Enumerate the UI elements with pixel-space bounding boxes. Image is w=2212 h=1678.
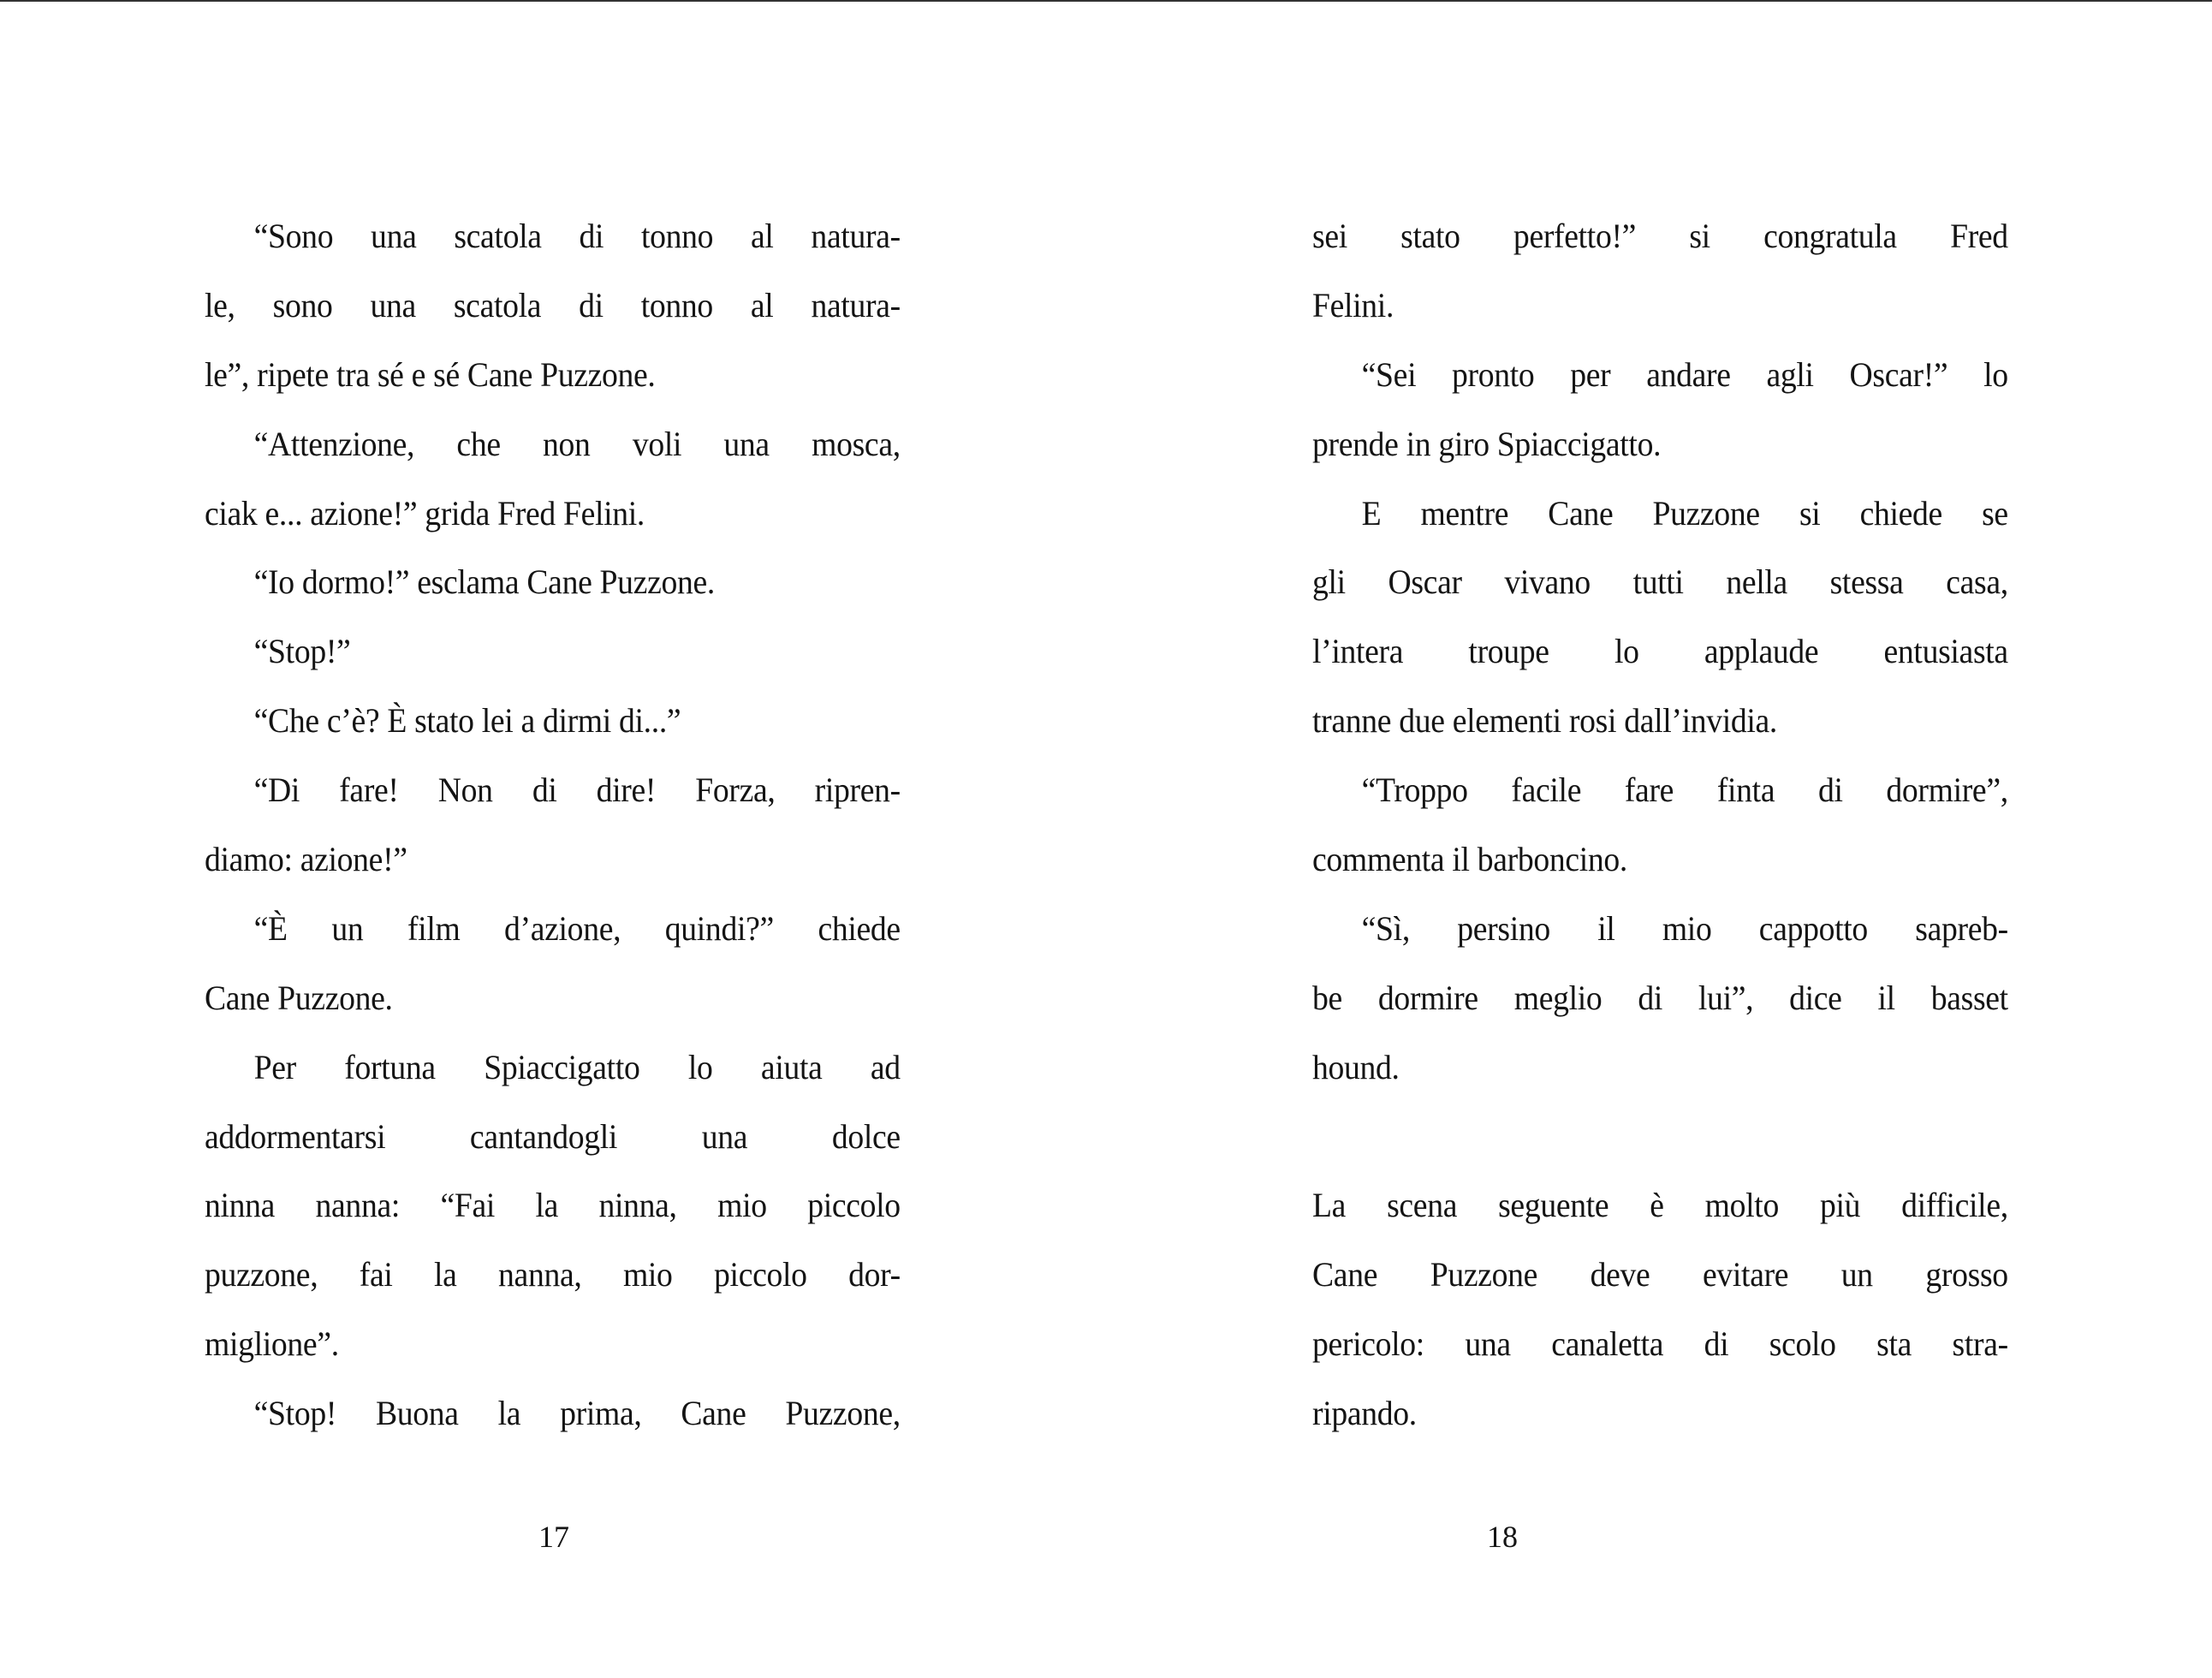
text-line: Cane Puzzone deve evitare un grosso	[1312, 1255, 2008, 1294]
text-line: addormentarsi cantandogli una dolce	[205, 1116, 901, 1156]
text-line: “Che c’è? È stato lei a dirmi di...”	[253, 701, 681, 741]
text-line: “Stop!”	[253, 632, 351, 671]
text-line: “Troppo facile fare finta di dormire”,	[1361, 771, 2008, 810]
text-line: Cane Puzzone.	[205, 978, 393, 1017]
text-line: tranne due elementi rosi dall’invidia.	[1312, 701, 1778, 741]
text-line: ripando.	[1312, 1394, 1417, 1433]
text-line: E mentre Cane Puzzone si chiede se	[1361, 493, 2008, 533]
text-line: Felini.	[1312, 285, 1394, 324]
right-page	[1106, 0, 2212, 1678]
left-page-text-column	[205, 202, 901, 1449]
text-line: prende in giro Spiaccigatto.	[1312, 424, 1662, 463]
text-line: diamo: azione!”	[205, 840, 407, 879]
text-line: ninna nanna: “Fai la ninna, mio piccolo	[205, 1186, 901, 1225]
text-line: le, sono una scatola di tonno al natura-	[205, 285, 901, 324]
scene-break	[1312, 1103, 2008, 1172]
text-line: le”, ripete tra sé e sé Cane Puzzone.	[205, 354, 656, 394]
text-line: “Attenzione, che non voli una mosca,	[253, 424, 901, 463]
page-number-left: 17	[538, 1520, 569, 1554]
text-line: hound.	[1312, 1047, 1400, 1086]
text-line: commenta il barboncino.	[1312, 840, 1628, 879]
text-line: be dormire meglio di lui”, dice il basset	[1312, 978, 2008, 1017]
text-line: “Di fare! Non di dire! Forza, ripren-	[253, 771, 901, 810]
text-line: Per fortuna Spiaccigatto lo aiuta ad	[253, 1047, 901, 1086]
text-line: pericolo: una canaletta di scolo sta stra-	[1312, 1324, 2008, 1364]
text-line: La scena seguente è molto più difficile,	[1312, 1186, 2008, 1225]
right-page-text-column	[1312, 202, 2007, 1449]
text-line: sei stato perfetto!” si congratula Fred	[1312, 217, 2008, 255]
text-line: puzzone, fai la nanna, mio piccolo dor-	[205, 1255, 901, 1294]
text-line: “Io dormo!” esclama Cane Puzzone.	[253, 562, 715, 602]
text-line: “Stop! Buona la prima, Cane Puzzone,	[253, 1394, 901, 1433]
text-line: “È un film d’azione, quindi?” chiede	[253, 908, 901, 948]
page-number-right: 18	[1487, 1520, 1518, 1554]
text-line: “Sei pronto per andare agli Oscar!” lo	[1361, 354, 2008, 394]
text-line: l’intera troupe lo applaude entusiasta	[1312, 632, 2008, 671]
text-line: ciak e... azione!” grida Fred Felini.	[205, 493, 645, 533]
text-line: miglione”.	[205, 1324, 339, 1364]
text-line: “Sì, persino il mio cappotto sapreb-	[1361, 908, 2008, 948]
text-line: “Sono una scatola di tonno al natura-	[253, 217, 901, 255]
text-line: gli Oscar vivano tutti nella stessa casa,	[1312, 562, 2008, 602]
